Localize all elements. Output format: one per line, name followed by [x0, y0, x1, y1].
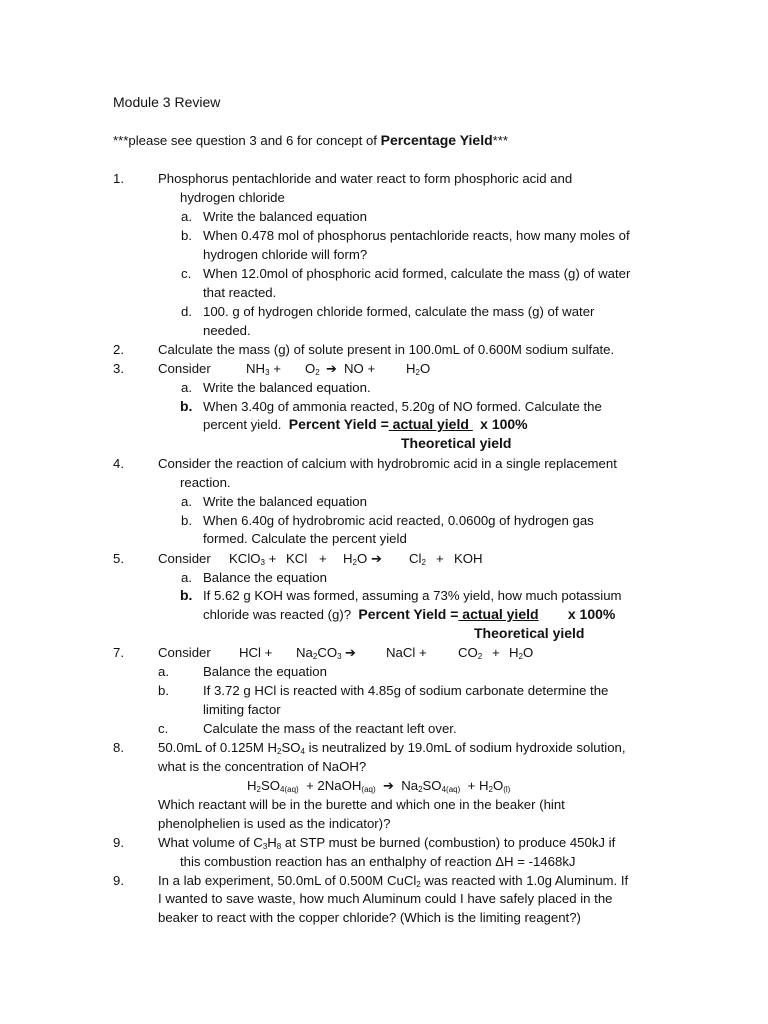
q5b-text-2: chloride was reacted (g)? Percent Yield = actual yield x 100% [203, 606, 616, 622]
q5-number: 5. [113, 551, 124, 566]
note-bold: Percentage Yield [380, 132, 493, 148]
q3a-text: Write the balanced equation. [203, 380, 371, 395]
q1b-text-1: When 0.478 mol of phosphorus pentachloride reacts, how many moles of [203, 228, 630, 243]
q5-plus2: + [436, 551, 444, 566]
q7-plus: + [492, 645, 500, 660]
q5b-letter: b. [180, 587, 193, 603]
q7c-letter: c. [158, 721, 169, 736]
q5a-letter: a. [181, 570, 192, 585]
q4a-text: Write the balanced equation [203, 494, 367, 509]
q1d-letter: d. [181, 304, 192, 319]
q1b-text-2: hydrogen chloride will form? [203, 247, 368, 262]
q5-koh: KOH [454, 551, 483, 566]
q7b-letter: b. [158, 683, 169, 698]
reaction-arrow-icon: ➔ [345, 645, 356, 660]
q3b-text-2: percent yield. Percent Yield = actual yield x 100% [203, 416, 528, 432]
q1d-text-1: 100. g of hydrogen chloride formed, calculate the mass (g) of water [203, 304, 595, 319]
q1c-letter: c. [181, 266, 192, 281]
q1-number: 1. [113, 171, 124, 186]
note-prefix: ***please see question 3 and 6 for concept of [113, 133, 381, 148]
q4-text-2: reaction. [180, 475, 231, 490]
reaction-arrow-icon: ➔ [371, 551, 382, 566]
q7-number: 7. [113, 645, 124, 660]
q1a-text: Write the balanced equation [203, 209, 367, 224]
q5-cl2: $Cl_2$ [409, 551, 426, 567]
reaction-arrow-icon: ➔ [382, 778, 394, 793]
percent-yield-label: Percent Yield = [288, 416, 389, 432]
q7a-letter: a. [158, 664, 169, 679]
q3-consider: Consider [158, 361, 211, 376]
q7-h2o: $H_2O$ [509, 645, 534, 661]
page-title: Module 3 Review [113, 94, 221, 110]
q3a-letter: a. [181, 380, 192, 395]
percent-yield-label: Percent Yield = [358, 606, 459, 622]
q5-plus: + [319, 551, 327, 566]
q5-consider: Consider [158, 551, 211, 566]
q7-nacl: NaCl + [386, 645, 427, 660]
q1c-text-1: When 12.0mol of phosphoric acid formed, calculate the mass (g) of water [203, 266, 631, 281]
q8-text-1: 50.0mL of 0.125M $H_2SO_4$ is neutralized by 19.0mL of sodium hydroxide solution, [158, 740, 626, 756]
q7a-text: Balance the equation [203, 664, 327, 679]
intro-note [113, 132, 508, 149]
q1c-text-2: that reacted. [203, 285, 277, 300]
q4-text-1: Consider the reaction of calcium with hydrobromic acid in a single replacement [158, 456, 617, 471]
q1b-letter: b. [181, 228, 192, 243]
q9b-text-2: I wanted to save waste, how much Aluminum could I have safely placed in the [158, 891, 613, 906]
q9a-text-1: What volume of $C_3H_8$ at STP must be burned (combustion) to produce 450kJ if [158, 835, 616, 851]
q7-co2: $CO_2$ [458, 645, 483, 661]
q5-h2o: $H_2O$ [343, 551, 368, 567]
q3-nh3: $NH_3$ + [246, 361, 281, 377]
q7-hcl: HCl + [239, 645, 273, 660]
q9a-number: 9. [113, 835, 124, 850]
q5a-text: Balance the equation [203, 570, 327, 585]
q3b-letter: b. [180, 398, 193, 414]
q3-o2: $O_2$ [305, 361, 320, 377]
theoretical-yield: Theoretical yield [401, 435, 512, 451]
q8-text-3: Which reactant will be in the burette and which one in the beaker (hint [158, 797, 565, 812]
q3-h2o: $H_2O$ [406, 361, 431, 377]
reaction-arrow-icon: ➔ [326, 361, 337, 376]
q9b-number: 9. [113, 873, 124, 888]
q4b-letter: b. [181, 513, 192, 528]
q5-kclo3: KClO$_3$ + [229, 551, 277, 567]
times-100: x 100% [480, 416, 528, 432]
q2-text: Calculate the mass (g) of solute present in 100.0mL of 0.600M sodium sulfate. [158, 342, 615, 357]
q7b-text-2: limiting factor [203, 702, 281, 717]
q7b-text-1: If 3.72 g HCl is reacted with 4.85g of sodium carbonate determine the [203, 683, 609, 698]
actual-yield: actual yield [458, 606, 539, 622]
q1d-text-2: needed. [203, 323, 251, 338]
q1a-letter: a. [181, 209, 192, 224]
q3b-text-1: When 3.40g of ammonia reacted, 5.20g of NO formed. Calculate the [203, 399, 602, 414]
q1-text-2: hydrogen chloride [180, 190, 285, 205]
q7-na2co3: $Na_2CO_3$ [296, 645, 342, 661]
q1-text-1: Phosphorus pentachloride and water react to form phosphoric acid and [158, 171, 573, 186]
q2-number: 2. [113, 342, 124, 357]
q4a-letter: a. [181, 494, 192, 509]
theoretical-yield: Theoretical yield [474, 625, 585, 641]
q8-text-4: phenolphelien is used as the indicator)? [158, 816, 391, 831]
q8-equation: $H_2SO_{4(aq)}$ + 2NaOH$_{(aq)}$ ➔ $Na_2SO_{4(aq)} + H_2O_{(l)}$ [247, 778, 511, 794]
q7-consider: Consider [158, 645, 211, 660]
q4-number: 4. [113, 456, 124, 471]
q3-number: 3. [113, 361, 124, 376]
q5-kcl: KCl [286, 551, 308, 566]
times-100: x 100% [567, 606, 616, 622]
q8-number: 8. [113, 740, 124, 755]
q3-no: NO + [344, 361, 376, 376]
q5b-text-1: If 5.62 g KOH was formed, assuming a 73% yield, how much potassium [203, 588, 622, 603]
note-suffix: *** [492, 133, 509, 148]
actual-yield: actual yield [388, 416, 473, 432]
q7c-text: Calculate the mass of the reactant left over. [203, 721, 457, 736]
q4b-text-1: When 6.40g of hydrobromic acid reacted, 0.0600g of hydrogen gas [203, 513, 594, 528]
q9b-text-3: beaker to react with the copper chloride? (Which is the limiting reagent?) [158, 910, 581, 925]
q9a-text-2: this combustion reaction has an enthalphy of reaction ΔH = -1468kJ [180, 854, 576, 869]
q8-text-2: what is the concentration of NaOH? [158, 759, 367, 774]
q4b-text-2: formed. Calculate the percent yield [203, 531, 407, 546]
q9b-text-1: In a lab experiment, 50.0mL of 0.500M CuCl$_2$ was reacted with 1.0g Aluminum. If [158, 873, 629, 889]
